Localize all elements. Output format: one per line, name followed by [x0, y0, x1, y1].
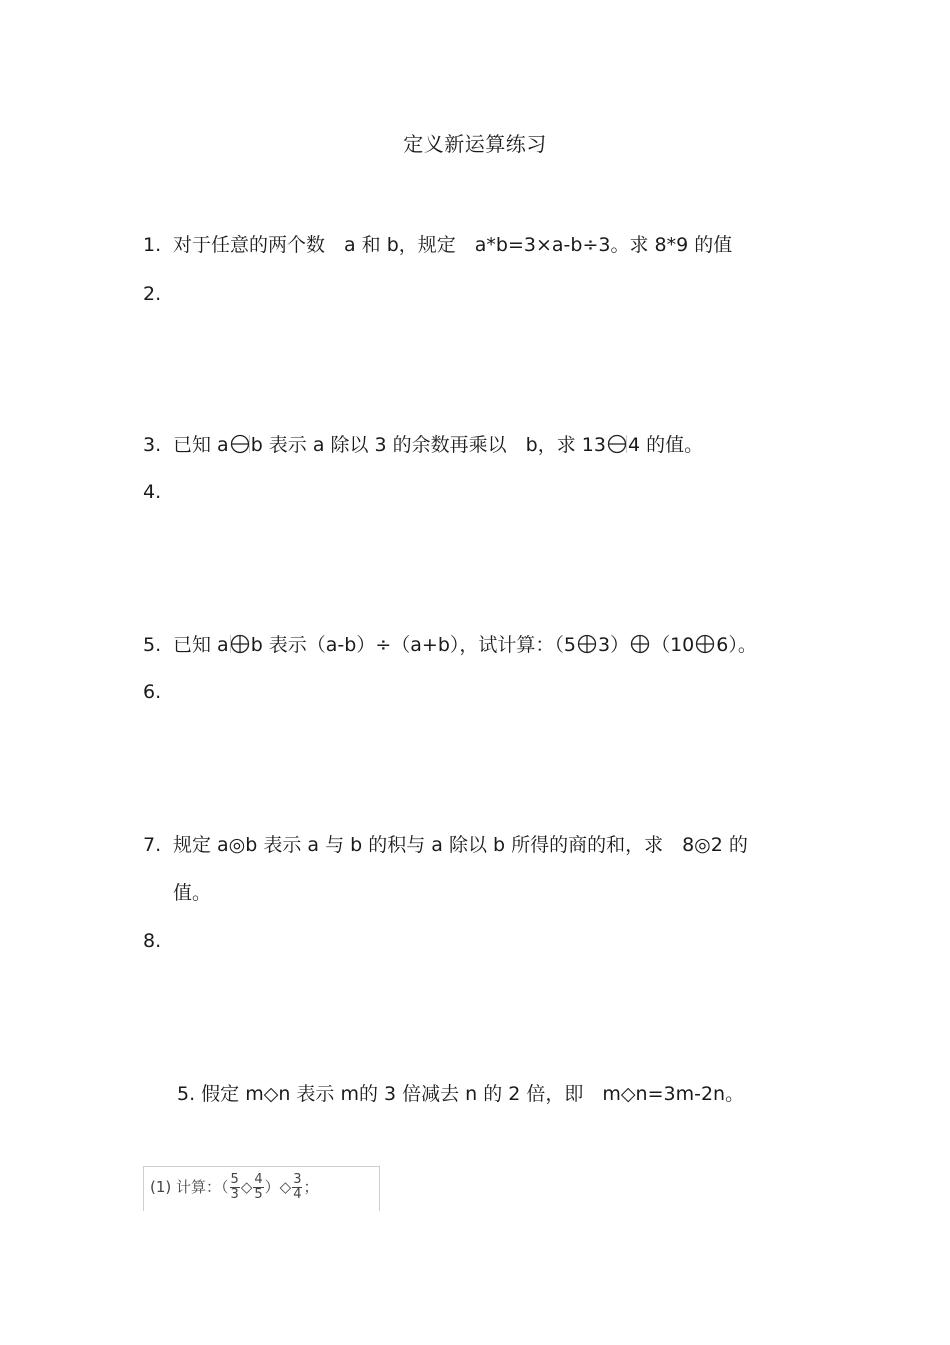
question-text-post: 4 的值。 — [627, 434, 704, 456]
question-number: 8. — [143, 930, 162, 952]
question-3 — [143, 430, 703, 457]
circle-plus-icon — [630, 634, 650, 654]
operator: ◇ — [240, 1178, 253, 1196]
denominator: 5 — [254, 1187, 263, 1202]
fraction — [230, 1173, 240, 1202]
circle-minus-icon — [607, 434, 627, 454]
question-number: 6. — [143, 681, 162, 703]
question-5 — [143, 630, 757, 657]
circle-minus-icon — [230, 434, 250, 454]
numerator: 5 — [230, 1172, 239, 1187]
numerator: 3 — [293, 1172, 302, 1187]
fraction — [253, 1173, 263, 1202]
question-text: 5. 假定 m◇n 表示 m的 3 倍减去 n 的 2 倍，即 m◇n=3m-2n。 — [177, 1083, 745, 1105]
question-number: 7. — [143, 834, 162, 856]
question-1 — [143, 230, 732, 257]
question-text-mid: b 表示（a-b）÷（a+b），试计算：（5 — [250, 634, 576, 656]
question-2 — [143, 283, 173, 305]
question-text: 对于任意的两个数 a 和 b，规定 a*b=3×a-b÷3。求 8*9 的值 — [173, 234, 733, 256]
calc-label: (1) 计算：（ — [150, 1178, 229, 1196]
question-text-pre: 已知 a — [173, 434, 229, 456]
question-8 — [143, 930, 173, 952]
question-4 — [143, 481, 173, 503]
question-text-post: 6）。 — [716, 634, 757, 656]
calculation-box — [143, 1166, 380, 1211]
calculation-expression — [150, 1173, 318, 1202]
fraction — [292, 1173, 302, 1202]
circle-plus-icon — [695, 634, 715, 654]
question-7-continuation: 值。 — [173, 882, 212, 904]
circle-plus-icon — [577, 634, 597, 654]
question-text: 规定 a◎b 表示 a 与 b 的积与 a 除以 b 所得的商的和，求 8◎2 的 — [173, 834, 748, 856]
question-text-pre: 已知 a — [173, 634, 229, 656]
question-text-mid: b 表示 a 除以 3 的余数再乘以 b，求 13 — [250, 434, 606, 456]
denominator: 4 — [293, 1187, 302, 1202]
circle-plus-icon — [230, 634, 250, 654]
question-text-mid2: 3） — [597, 634, 630, 656]
question-number: 5. — [143, 634, 162, 656]
numerator: 4 — [254, 1172, 263, 1187]
question-9 — [177, 1079, 744, 1106]
question-number: 3. — [143, 434, 162, 456]
question-text-mid3: （10 — [651, 634, 695, 656]
denominator: 3 — [230, 1187, 239, 1202]
question-7 — [143, 830, 748, 857]
question-number: 1. — [143, 234, 162, 256]
page-title: 定义新运算练习 — [403, 132, 547, 156]
question-number: 2. — [143, 283, 162, 305]
question-number: 4. — [143, 481, 162, 503]
question-6 — [143, 681, 173, 703]
calc-end: ； — [303, 1178, 319, 1196]
operator: ）◇ — [264, 1178, 292, 1196]
